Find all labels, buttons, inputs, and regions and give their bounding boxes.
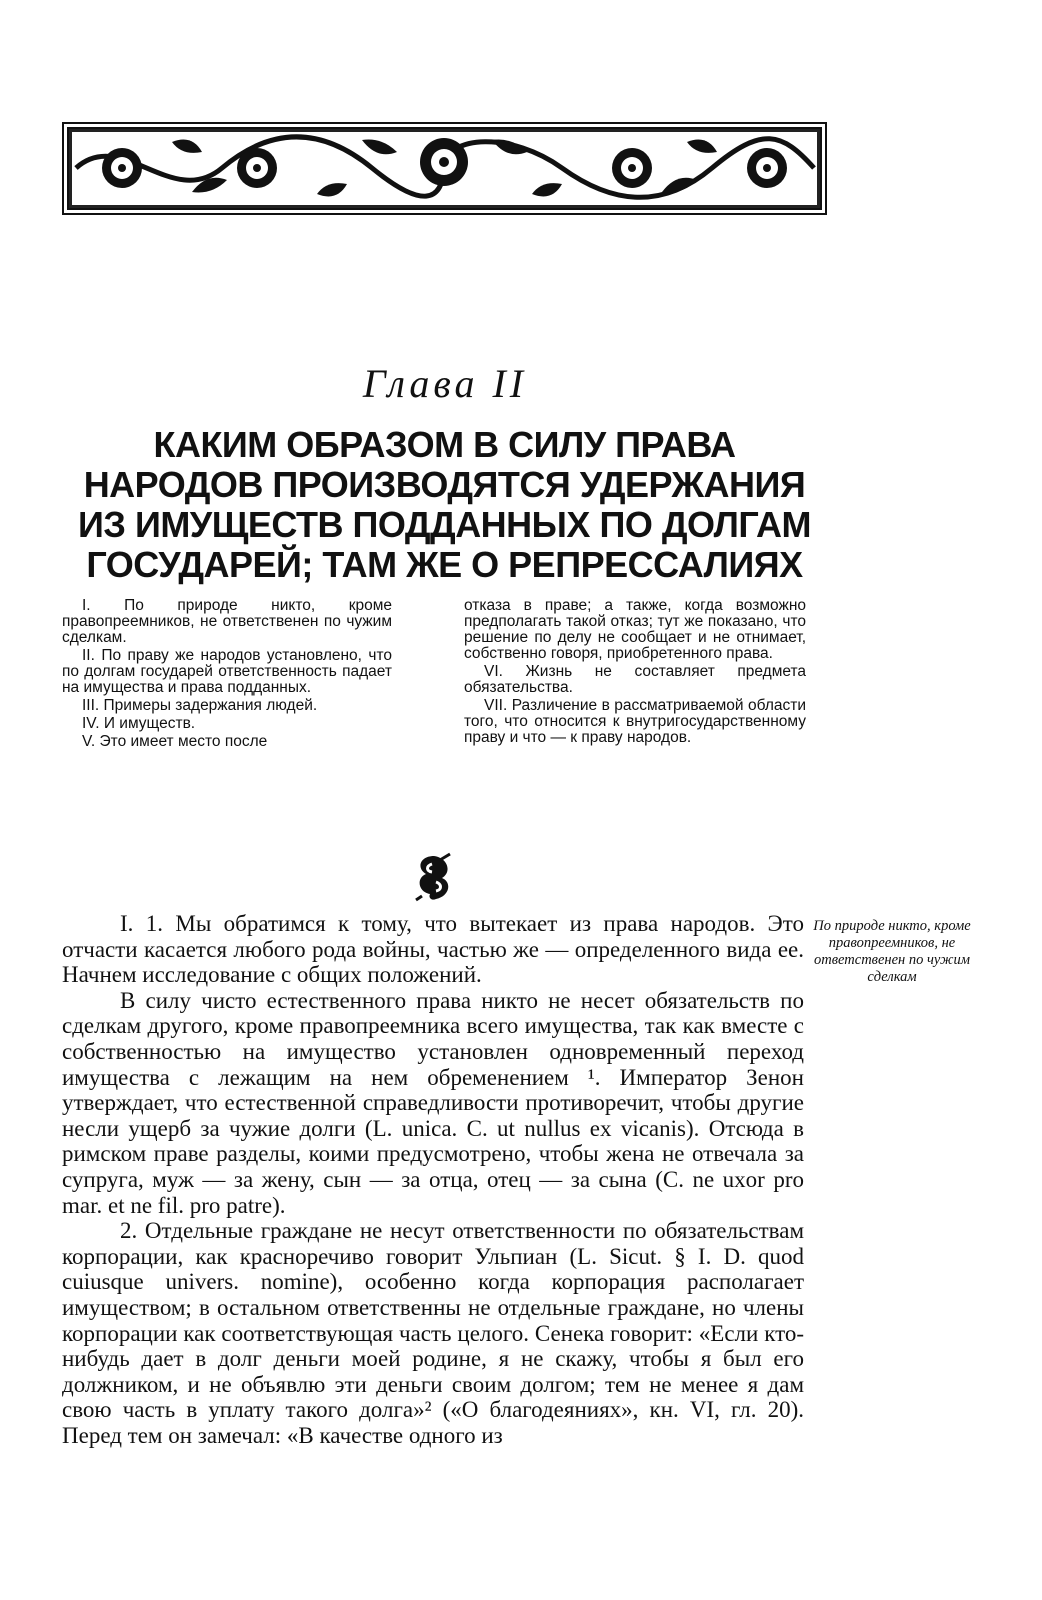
chapter-summary-left-column	[62, 598, 392, 752]
body-paragraph: I. 1. Мы обратимся к тому, что вытекает из права народов. Это отчасти касается любого рода войны, частью же — определенного вида ее. Начнем исследование с общих положений.	[62, 911, 804, 988]
summary-item: IV. И имуществ.	[82, 715, 196, 732]
body-paragraph: 2. Отдельные граждане не несут ответственности по обязательствам корпорации, как красноречиво говорит Ульпиан (L. Sicut. § I. D. quod cuiusque univers. nomine), особенно когда корпорация располагает имуществом; в остальном ответственны не отдельные граждане, но члены корпорации как соответствующая часть целого. Сенека говорит: «Если кто-нибудь дает в долг деньги моей родине, я не скажу, чтобы я был его должником, и не объявлю эти деньги своим долгом; тем не менее я дам свою часть в уплату такого долга»² («О благодеяниях», кн. VI, гл. 20). Перед тем он замечал: «В качестве одного из	[62, 1218, 804, 1448]
fleuron-icon	[410, 852, 458, 902]
summary-item: I. По природе никто, кроме правопреемников, не ответственен по чужим сделкам.	[62, 597, 392, 646]
main-body-text	[62, 911, 804, 1448]
body-paragraph: В силу чисто естественного права никто не несет обязательств по сделкам другого, кроме правопреемника всего имущества, так как вместе с собственностью на имущество установлен одновременный переход имущества с лежащим на нем обременением ¹. Император Зенон утверждает, что естественной справедливости противоречит, чтобы другие несли ущерб за чужие долги (L. unica. C. ut nullus ex vicanis). Отсюда в римском праве разделы, коими предусмотрено, чтобы жена не отвечала за супруга, муж — за жену, сын — за отца, отец — за сына (C. ne uxor pro mar. et ne fil. pro patre).	[62, 987, 804, 1218]
chapter-label: Глава II	[362, 361, 528, 406]
summary-item: II. По праву же народов установлено, что по долгам государей ответственность падает на имущества и права подданных.	[62, 647, 392, 696]
summary-item: VII. Различение в рассматриваемой области того, что относится к внутригосударственному праву и что — к праву народов.	[464, 697, 806, 746]
summary-item: III. Примеры задержания людей.	[82, 697, 318, 714]
summary-item: отказа в праве; а также, когда возможно предполагать такой отказ; тут же показано, что решение по делу не сообщает и не отнимает, собственно говоря, приобретенного права.	[464, 597, 806, 662]
decorative-ornament-banner	[62, 122, 827, 215]
chapter-summary-right-column	[464, 598, 806, 748]
chapter-title: КАКИМ ОБРАЗОМ В СИЛУ ПРАВА НАРОДОВ ПРОИЗВОДЯТСЯ УДЕРЖАНИЯ ИЗ ИМУЩЕСТВ ПОДДАННЫХ ПО ДОЛГАМ ГОСУДАРЕЙ; ТАМ ЖЕ О РЕПРЕССАЛИЯХ	[78, 424, 811, 585]
summary-item: VI. Жизнь не составляет предмета обязательства.	[464, 663, 806, 696]
summary-item: V. Это имеет место после	[82, 733, 268, 750]
marginal-note: По природе никто, кроме правопреемников, не ответственен по чужим сделкам	[813, 918, 971, 985]
